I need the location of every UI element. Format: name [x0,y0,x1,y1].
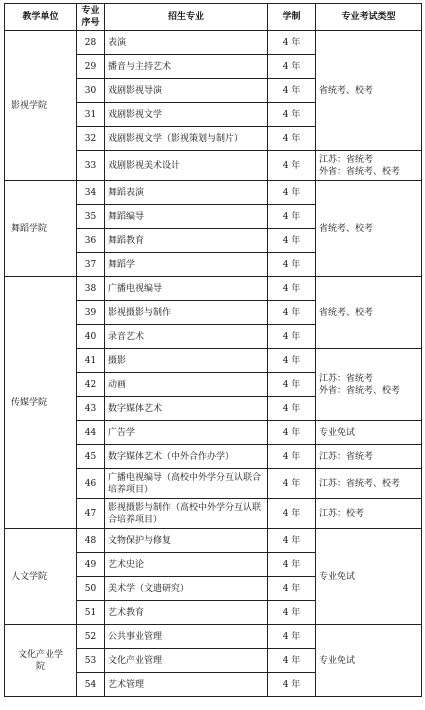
years-cell: 4 年 [268,205,316,229]
years-cell: 4 年 [268,181,316,205]
years-cell: 4 年 [268,625,316,649]
number-cell: 52 [77,625,105,649]
header-exam-type: 专业考试类型 [316,4,422,31]
major-cell: 数字媒体艺术（中外合作办学） [105,445,268,469]
exam-type-cell: 江苏：校考 [316,499,422,529]
table-row [5,181,422,205]
exam-type-cell: 江苏：省统考 外省：省统考、校考 [316,151,422,181]
years-cell: 4 年 [268,649,316,673]
number-cell: 41 [77,349,105,373]
number-cell: 36 [77,229,105,253]
number-cell: 38 [77,277,105,301]
number-cell: 35 [77,205,105,229]
unit-cell: 人文学院 [5,529,77,625]
exam-type-cell: 江苏：省统考、校考 [316,469,422,499]
table-header-row [5,4,422,31]
number-cell: 30 [77,79,105,103]
number-cell: 39 [77,301,105,325]
major-cell: 广播电视编导 [105,277,268,301]
years-cell: 4 年 [268,127,316,151]
years-cell: 4 年 [268,397,316,421]
major-cell: 数字媒体艺术 [105,397,268,421]
major-cell: 动画 [105,373,268,397]
years-cell: 4 年 [268,673,316,697]
years-cell: 4 年 [268,55,316,79]
years-cell: 4 年 [268,373,316,397]
unit-cell: 传媒学院 [5,277,77,529]
major-cell: 舞蹈学 [105,253,268,277]
major-cell: 戏剧影视导演 [105,79,268,103]
major-cell: 戏剧影视文学 [105,103,268,127]
number-cell: 43 [77,397,105,421]
exam-type-cell: 省统考、校考 [316,181,422,277]
major-cell: 表演 [105,31,268,55]
major-cell: 摄影 [105,349,268,373]
years-cell: 4 年 [268,31,316,55]
major-cell: 影视摄影与制作 [105,301,268,325]
major-cell: 艺术史论 [105,553,268,577]
number-cell: 32 [77,127,105,151]
admissions-table [4,3,422,697]
header-major: 招生专业 [105,4,268,31]
years-cell: 4 年 [268,469,316,499]
years-cell: 4 年 [268,301,316,325]
major-cell: 文物保护与修复 [105,529,268,553]
number-cell: 48 [77,529,105,553]
years-cell: 4 年 [268,103,316,127]
years-cell: 4 年 [268,577,316,601]
years-cell: 4 年 [268,421,316,445]
major-cell: 戏剧影视美术设计 [105,151,268,181]
table-row [5,625,422,649]
years-cell: 4 年 [268,253,316,277]
number-cell: 46 [77,469,105,499]
number-cell: 44 [77,421,105,445]
major-cell: 舞蹈教育 [105,229,268,253]
table-row [5,529,422,553]
years-cell: 4 年 [268,529,316,553]
major-cell: 艺术教育 [105,601,268,625]
major-cell: 艺术管理 [105,673,268,697]
years-cell: 4 年 [268,499,316,529]
years-cell: 4 年 [268,229,316,253]
years-cell: 4 年 [268,349,316,373]
major-cell: 舞蹈表演 [105,181,268,205]
years-cell: 4 年 [268,445,316,469]
number-cell: 42 [77,373,105,397]
number-cell: 49 [77,553,105,577]
number-cell: 47 [77,499,105,529]
major-cell: 舞蹈编导 [105,205,268,229]
major-cell: 戏剧影视文学（影视策划与制片） [105,127,268,151]
number-cell: 53 [77,649,105,673]
number-cell: 54 [77,673,105,697]
exam-type-cell: 省统考、校考 [316,277,422,349]
major-cell: 公共事业管理 [105,625,268,649]
number-cell: 33 [77,151,105,181]
number-cell: 28 [77,31,105,55]
number-cell: 50 [77,577,105,601]
header-unit: 教学单位 [5,4,77,31]
exam-type-cell: 省统考、校考 [316,31,422,151]
years-cell: 4 年 [268,79,316,103]
number-cell: 31 [77,103,105,127]
number-cell: 45 [77,445,105,469]
table-row [5,277,422,301]
major-cell: 录音艺术 [105,325,268,349]
major-cell: 广播电视编导（高校中外学分互认联合培养项目） [105,469,268,499]
number-cell: 40 [77,325,105,349]
exam-type-cell: 专业免试 [316,625,422,697]
unit-cell: 文化产业学院 [5,625,77,697]
exam-type-cell: 专业免试 [316,529,422,625]
number-cell: 51 [77,601,105,625]
years-cell: 4 年 [268,151,316,181]
header-number: 专业序号 [77,4,105,31]
years-cell: 4 年 [268,325,316,349]
table-row [5,31,422,55]
major-cell: 播音与主持艺术 [105,55,268,79]
number-cell: 34 [77,181,105,205]
major-cell: 文化产业管理 [105,649,268,673]
number-cell: 29 [77,55,105,79]
unit-cell: 影视学院 [5,31,77,181]
major-cell: 广告学 [105,421,268,445]
number-cell: 37 [77,253,105,277]
years-cell: 4 年 [268,277,316,301]
exam-type-cell: 江苏：省统考 外省：省统考、校考 [316,349,422,421]
exam-type-cell: 江苏：省统考 [316,445,422,469]
major-cell: 美术学（文遗研究） [105,577,268,601]
header-years: 学制 [268,4,316,31]
unit-cell: 舞蹈学院 [5,181,77,277]
admissions-table-container [4,3,422,697]
major-cell: 影视摄影与制作（高校中外学分互认联合培养项目） [105,499,268,529]
years-cell: 4 年 [268,553,316,577]
years-cell: 4 年 [268,601,316,625]
exam-type-cell: 专业免试 [316,421,422,445]
